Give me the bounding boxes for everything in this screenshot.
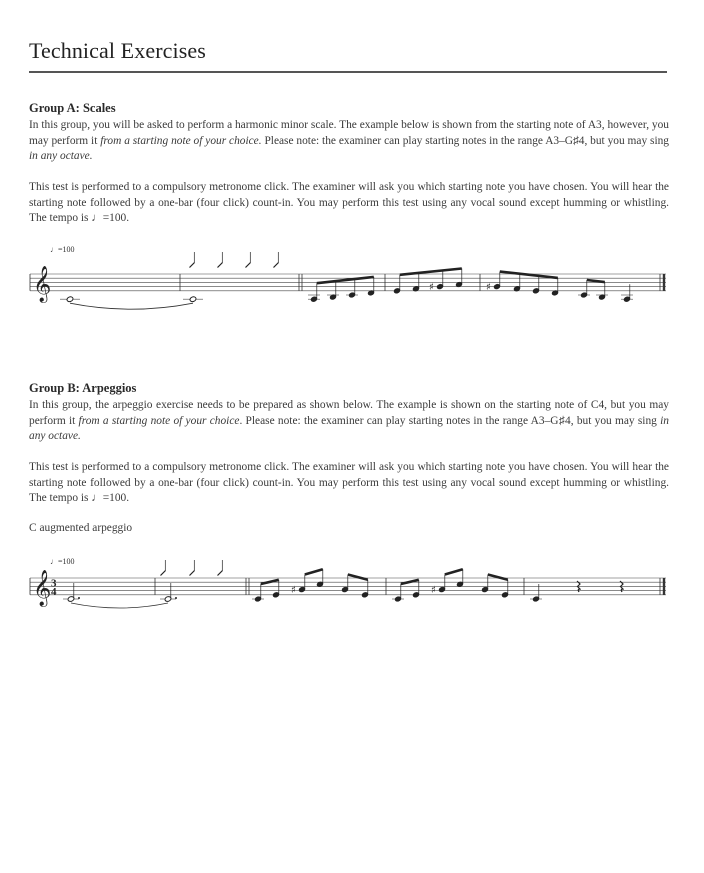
time-signature-bottom: 4 — [51, 586, 57, 598]
sharp-accidental: ♯ — [429, 282, 434, 294]
group-a-intro-text-2: Please note: the examiner can play starting notes in the range A3–G♯4, but you may sing — [261, 134, 670, 147]
group-a-heading: Group A: Scales — [29, 101, 116, 115]
tie — [70, 303, 193, 309]
group-b-intro-text-2: . Please note: the examiner can play starting notes in the range A3–G♯4, but you may sing — [239, 414, 661, 427]
note-beam — [348, 575, 368, 580]
group-b-intro-emphasis: from a starting note of your choice — [78, 414, 240, 427]
group-a-scale-notation — [0, 236, 704, 316]
slash-notehead — [274, 263, 279, 268]
note-beam — [445, 569, 463, 574]
tie — [71, 603, 168, 608]
group-b-intro-paragraph — [29, 398, 669, 445]
whole-note-head — [66, 296, 73, 302]
treble-clef: 𝄞 — [33, 266, 52, 302]
arpeggio-staff — [0, 548, 704, 628]
group-b-heading: Group B: Arpeggios — [29, 381, 137, 395]
dot — [175, 597, 177, 599]
group-a-intro-text: In this group, you will be asked to perform a harmonic minor scale. The example below is shown from the starting note of A3, however, you may perform it — [29, 119, 669, 147]
slash-notehead — [190, 263, 195, 268]
note-beam — [587, 280, 605, 282]
tempo-marking: ♩=100 — [50, 557, 75, 566]
scale-staff — [0, 236, 704, 316]
group-b-arpeggio-notation — [0, 548, 704, 628]
sharp-accidental: ♯ — [486, 282, 491, 294]
page-title: Technical Exercises — [29, 38, 206, 63]
note-beam — [305, 569, 323, 574]
slash-notehead — [161, 571, 166, 576]
group-b-intro-text: In this group, the arpeggio exercise needs to be prepared as shown below. The example is shown on the starting note of C4, but you may perform it — [29, 399, 669, 427]
sharp-accidental: ♯ — [291, 585, 296, 597]
tempo-marking: ♩=100 — [50, 245, 75, 254]
group-a-intro-emphasis-2: in any octave. — [29, 150, 93, 162]
treble-clef: 𝄞 — [33, 570, 52, 606]
group-a-intro-emphasis: from a starting note of your choice. — [100, 134, 262, 147]
slash-notehead — [190, 571, 195, 576]
group-a-intro-paragraph — [29, 118, 669, 165]
time-signature-top: 3 — [51, 577, 57, 590]
sharp-accidental: ♯ — [431, 585, 436, 597]
title-rule — [29, 71, 667, 73]
dot — [78, 597, 80, 599]
note-beam — [500, 272, 558, 278]
group-a-metronome-paragraph: This test is performed to a compulsory metronome click. The examiner will ask you which starting note you have chosen. You will hear the starting note followed by a one-bar (four click) count-in. You may perform this test using any vocal sound except humming or whistling. The tempo is ♩=100. — [29, 181, 669, 224]
slash-notehead — [218, 263, 223, 268]
slash-notehead — [246, 263, 251, 268]
arpeggio-caption: C augmented arpeggio — [29, 522, 133, 534]
note-beam — [488, 575, 508, 580]
group-b-intro-emphasis-2: in any octave. — [29, 414, 669, 442]
whole-note-head — [189, 296, 196, 302]
group-b-metronome-paragraph: This test is performed to a compulsory metronome click. The examiner will ask you which starting note you have chosen. You will hear the starting note followed by a one-bar (four click) count-in. You may perform this test using any vocal sound except humming or whistling. The tempo is ♩=100. — [29, 461, 669, 504]
slash-notehead — [218, 571, 223, 576]
